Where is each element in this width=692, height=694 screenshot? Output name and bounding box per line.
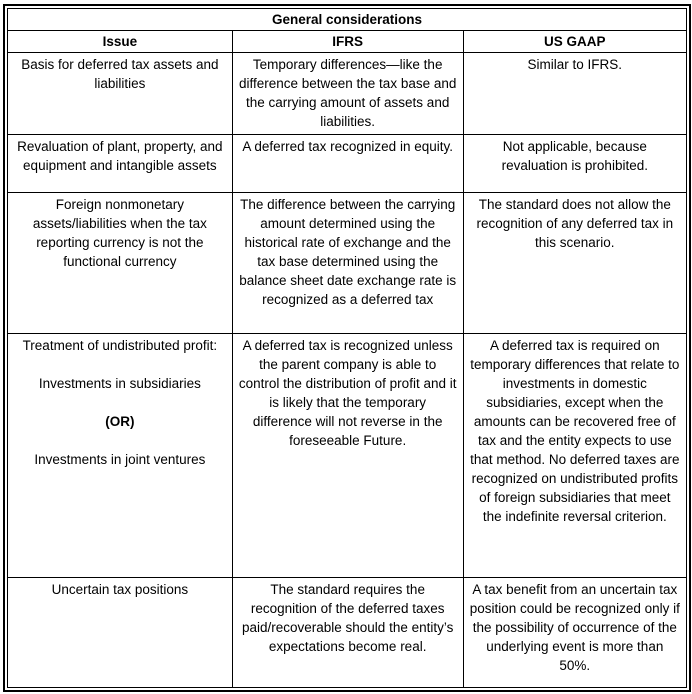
issue-cell: Uncertain tax positions <box>8 578 233 688</box>
issue-paragraph: Investments in joint ventures <box>34 451 206 467</box>
column-header-row <box>8 31 687 53</box>
table-title: General considerations <box>8 9 687 31</box>
table-row <box>8 53 687 135</box>
issue-cell: Foreign nonmonetary assets/liabilities when the tax reporting currency is not the functional currency <box>8 192 233 333</box>
table-row <box>8 192 687 333</box>
column-header-usgaap: US GAAP <box>463 31 686 53</box>
table-row <box>8 135 687 193</box>
table-title-row <box>8 9 687 31</box>
ifrs-cell: A deferred tax recognized in equity. <box>232 135 463 193</box>
usgaap-cell: A deferred tax is required on temporary differences that relate to investments in domestic subsidiaries, except when the amounts can be recovered free of tax and the entity expects to use that method. No deferred taxes are recognized on undistributed profits of foreign subsidiaries that meet the indefinite reversal criterion. <box>463 333 686 577</box>
ifrs-usgaap-comparison-table <box>7 8 687 688</box>
ifrs-cell: The difference between the carrying amount determined using the historical rate of exchange and the tax base determined using the balance sheet date exchange rate is recognized as a deferred tax <box>232 192 463 333</box>
ifrs-cell: Temporary differences—like the difference between the tax base and the carrying amount of assets and liabilities. <box>232 53 463 135</box>
ifrs-cell: A deferred tax is recognized unless the parent company is able to control the distribution of profit and it is likely that the temporary difference will not reverse in the foreseeable Future. <box>232 333 463 577</box>
issue-paragraph-or: (OR) <box>105 413 135 429</box>
table-row <box>8 333 687 577</box>
usgaap-cell: Similar to IFRS. <box>463 53 686 135</box>
issue-cell: Basis for deferred tax assets and liabilities <box>8 53 233 135</box>
column-header-ifrs: IFRS <box>232 31 463 53</box>
usgaap-cell: A tax benefit from an uncertain tax position could be recognized only if the possibility of occurrence of the underlying event is more than 50%. <box>463 578 686 688</box>
table-row <box>8 578 687 688</box>
issue-cell: Revaluation of plant, property, and equipment and intangible assets <box>8 135 233 193</box>
issue-cell <box>8 333 233 577</box>
table-outer-frame <box>3 4 691 692</box>
issue-paragraph: Investments in subsidiaries <box>38 375 201 391</box>
column-header-issue: Issue <box>8 31 233 53</box>
ifrs-cell: The standard requires the recognition of the deferred taxes paid/recoverable should the entity’s expectations become real. <box>232 578 463 688</box>
usgaap-cell: The standard does not allow the recognition of any deferred tax in this scenario. <box>463 192 686 333</box>
issue-paragraph: Treatment of undistributed profit: <box>22 337 218 353</box>
usgaap-cell: Not applicable, because revaluation is prohibited. <box>463 135 686 193</box>
